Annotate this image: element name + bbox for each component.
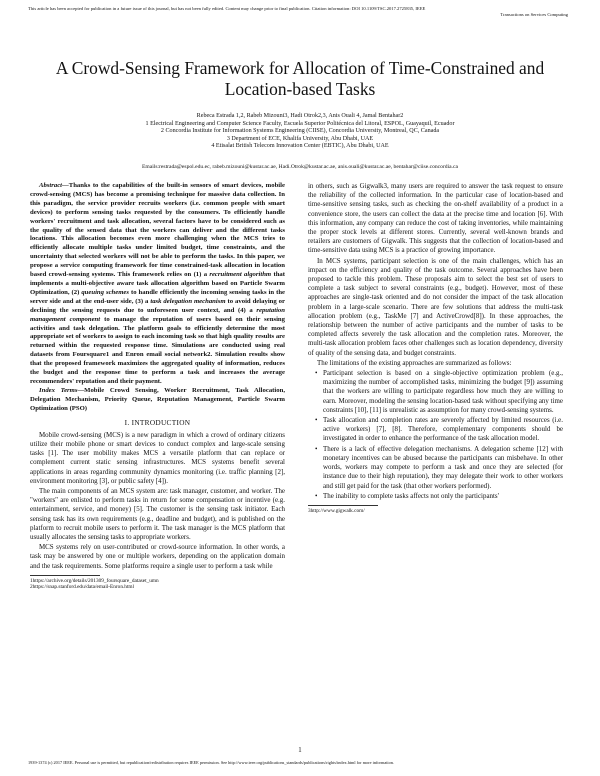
header-journal-name: Transactions on Services Computing [500, 12, 568, 17]
index-terms-label: Index Terms [39, 386, 78, 394]
journal-header [28, 6, 568, 17]
affiliation: 2 Concordia Institute for Information Systems Engineering (CIISE), Concordia University, Montreal, QC, Canada [160, 128, 440, 135]
body-paragraph: The main components of an MCS system are: task manager, customer, and worker. The "workers" are enlisted to perform tasks in return for some compensation or incentive (e.g. entertainment, service, and money) [5]. The customer is the sensing task initiator. Each sensing task has its own requirements (e.g., deadline and budget), and is published on the platform to recruit mobile users to perform it. The task manager is the MCS platform that usually allocates the sensing tasks to appropriate workers. [30, 486, 285, 541]
abstract-label: Abstract [39, 182, 63, 189]
header-notice: This article has been accepted for publication in a future issue of this journal, but has not been fully edited. Content may change prior to final publication. Citation information: DOI 10.1109/TSC.2017.2725835, IEEE [28, 6, 426, 11]
footnote: 2https://snap.stanford.edu/data/email-Enron.html [30, 584, 135, 591]
section-heading: I. INTRODUCTION [124, 417, 191, 427]
list-item: • Participant selection is based on a single-objective optimization problem (e.g., maximizing the number of accomplished tasks, minimizing the budget [9]) assuming that the workers are willing to participate regardless how much they are willing to earn. Moreover, modeling the sensing location-based task without specifying any time constraints [10], [11] is unrealistic as assumption for many crowd-sensing systems. [317, 369, 563, 415]
abstract: Abstract—Thanks to the capabilities of the built-in sensors of smart devices, mobile crowd-sensing (MCS) has become a promising technique for massive data collection. In this paradigm, the service provider recruits workers (i.e. common people with smart devices) to perform sensing tasks requested by the consumers. To efficiently handle workers' recruitment and task allocation, several factors have to be considered such as the quality of the sensed data that the workers can deliver and the different tasks locations. This allocation becomes even more challenging when the MCS tries to efficiently allocate multiple tasks under limited budget, time constraints, and the uncertainty that selected workers will not be able to perform the tasks. In this paper, we propose a service computing framework for time constrained-task allocation in location based crowd-sensing systems. This framework relies on (1) a recruitment algorithm that implements a multi-objective aware task allocation algorithm based on Particle Swarm Optimization, (2) queuing schemes to handle efficiently the incoming sensing tasks in the server side and at the end-user side, (3) a task delegation mechanism to avoid delaying or declining the sensing requests due to unforeseen user context, and (4) a reputation management component to manage the reputation of users based on their sensing activities and task delegation. The platform goals to efficiently determine the most appropriate set of workers to assign to each incoming task so that high quality results are returned within the requested response time. Simulations are conducted using real datasets from Foursquare1 and Enron email social network2. Simulation results show that the proposed framework maximizes the aggregated quality of information, reduces the budget and the response time to perform a task and increases the average recommenders' reputation and their payment. [30, 182, 286, 385]
footnote: 1https://archive.org/details/201309_foursquare_dataset_umn [30, 577, 159, 584]
author-emails: Emails:restrada@espol.edu.ec, rabeb.mizouni@kustar.ac.ae, Hadi.Otrok@kustar.ac.ae, anis.ouali@kustar.ac.ae, bentahar@ciise.concordia.ca [141, 164, 459, 170]
author-names: Rebeca Estrada 1,2, Rabeb Mizouni3, Hadi Otrok2,3, Anis Ouali 4, Jamal Bentahar2 [196, 113, 404, 119]
affiliation: 4 Etisalat British Telecom Innovation Center (EBTIC), Abu Dhabi, UAE [211, 143, 389, 150]
footnote-rule [308, 505, 378, 506]
body-paragraph: in others, such as Gigwalk3, many users are required to answer the task request to ensure the reliability of the collected information. In the particular case of location-based and time-sensitive sensing tasks, such as checking the on-shelf availability of a product in a convenience store, the users can collect the data at the precise time and location [6]. With this information, any company can reduce the cost of taking inventories, while maintaining the proper stock levels at different stores. Currently, several well-known brands and retailers are customers of Gigwalk. This suggests that the collection of location-based and time-sensitive data using MCS is a practice of growing importance. [308, 182, 563, 255]
page-number: 1 [298, 747, 302, 754]
list-item: • There is a lack of effective delegation mechanisms. A delegation scheme [12] with monetary incentives can be abused because the participants can misbehave. In other words, workers may compete to perform a task and once they are selected (for instance due to their high reputation), they may delegate their work to other workers and still get paid for the task (that other workers performed). [317, 445, 563, 491]
body-paragraph: In MCS systems, participant selection is one of the main challenges, which has an impact on the efficiency and quality of the task outcome. Several approaches have been proposed to tackle this problem. These proposals aim to select the best set of users to complete a task subject to several constraints (e.g., budget). However, most of these approaches are single-task oriented and do not consider the impact of the task allocation problem in a large-scale scenario. There are few solutions that address the multi-task allocation problem (e.g., TaskMe [7] and ActiveCrowd[8]). In these approaches, the relationship between the number of active participants and the number of tasks to be completed affects severely the task allocation and the completion rates. Moreover, the multi-task allocation problem faces other challenges such as location dependency, diversity of quality of the sensing data, and budget constraints. [308, 256, 563, 357]
affiliation: 1 Electrical Engineering and Computer Science Faculty, Escuela Superior Politécnica del Litoral, ESPOL, Guayaquil, Ecuador [145, 120, 455, 127]
body-paragraph: Mobile crowd-sensing (MCS) is a new paradigm in which a crowd of ordinary citizens utilize their mobile phone or smart devices to conduct complex and large-scale sensing tasks [1]. The user mobility makes MCS a versatile platform that can replace or complement current static sensing infrastructures. MCS systems benefit several applications in areas regarding community dynamics monitoring (i.e. traffic planning [2], environment monitoring [3], or public safety [4]). [30, 430, 285, 485]
author-block [30, 113, 570, 151]
footnote-rule [30, 575, 100, 576]
index-terms: Index Terms—Mobile Crowd Sensing, Worker Recruitment, Task Allocation, Delegation Mechanism, Priority Queue, Reputation Management, Particle Swarm Optimization (PSO) [30, 386, 285, 412]
footnote: 3http://www.gigwalk.com/ [308, 507, 365, 514]
left-column [30, 182, 285, 591]
list-item: • Task allocation and completion rates are severely affected by limited resources (i.e. active workers) [7], [8]. Therefore, complementary components should be investigated in order to enhance the performance of the task allocation model. [317, 416, 563, 444]
body-paragraph: MCS systems rely on user-contributed or crowd-source information. In other words, a task may be answered by one or multiple workers, depending on the application domain and the task requirements. Some platforms require a single user to perform a task while [30, 543, 285, 570]
limitations-list [308, 369, 563, 501]
copyright-footer: 1939-1374 (c) 2017 IEEE. Personal use is permitted, but republication/redistribution requires IEEE permission. See http://www.ieee.org/publications_standards/publications/rights/index.html for more information. [28, 760, 394, 765]
list-item: • The inability to complete tasks affects not only the participants' [317, 492, 563, 501]
right-column [308, 182, 563, 515]
body-paragraph: The limitations of the existing approaches are summarized as follows: [317, 358, 512, 367]
affiliation: 3 Department of ECE, Khalifa University, Abu Dhabi, UAE [226, 135, 374, 142]
paper-title: A Crowd-Sensing Framework for Allocation of Time-Constrained and Location-based Tasks [55, 58, 545, 99]
